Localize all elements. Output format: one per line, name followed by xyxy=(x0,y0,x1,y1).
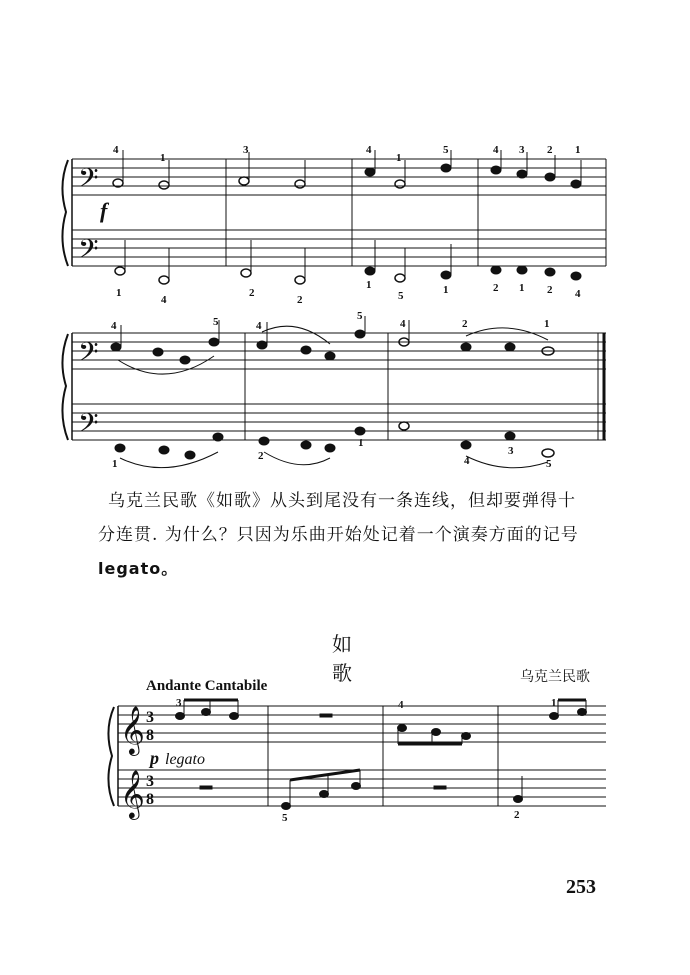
fingering-number: 1 xyxy=(443,284,449,296)
fingering-number: 2 xyxy=(493,282,499,294)
fingering-number: 1 xyxy=(112,458,118,470)
piece-title: 如 歌 xyxy=(332,632,388,685)
forte-dynamic: f xyxy=(100,198,108,223)
fingering-number: 4 xyxy=(398,699,404,711)
page-number: 253 xyxy=(566,876,596,898)
fingering-number: 3 xyxy=(508,445,514,457)
fingering-number: 3 xyxy=(176,697,182,709)
fingering-number: 5 xyxy=(357,310,363,322)
svg-text:𝄢: 𝄢 xyxy=(78,336,99,374)
fingering-number: 1 xyxy=(519,282,525,294)
svg-text:𝄞: 𝄞 xyxy=(120,769,145,818)
fingering-number: 1 xyxy=(396,152,402,164)
fingering-number: 4 xyxy=(464,455,470,467)
fingering-number: 4 xyxy=(256,320,262,332)
svg-text:𝄢: 𝄢 xyxy=(78,162,99,200)
fingering-number: 2 xyxy=(258,450,264,462)
fingering-number: 4 xyxy=(161,294,167,306)
paragraph-line-2: 分连贯. 为什么？只因为乐曲开始处记着一个演奏方面的记号 xyxy=(98,525,579,545)
svg-text:𝄢: 𝄢 xyxy=(78,233,99,271)
svg-text:𝄞: 𝄞 xyxy=(120,705,145,754)
fingering-number: 1 xyxy=(160,152,166,164)
svg-text:𝄢: 𝄢 xyxy=(78,407,99,445)
fingering-number: 4 xyxy=(575,288,581,300)
fingering-number: 1 xyxy=(366,279,372,291)
fingering-number: 3 xyxy=(243,144,249,156)
explanatory-paragraph xyxy=(98,484,608,586)
fingering-number: 4 xyxy=(493,144,499,156)
paragraph-line-1: 乌克兰民歌《如歌》从头到尾没有一条连线，但却要弹得十 xyxy=(108,491,576,511)
dynamic-word: legato xyxy=(165,751,205,768)
fingering-number: 2 xyxy=(462,318,468,330)
fingering-number: 4 xyxy=(366,144,372,156)
svg-text:8: 8 xyxy=(146,791,154,808)
fingering-number: 2 xyxy=(547,284,553,296)
fingering-number: 5 xyxy=(443,144,449,156)
fingering-number: 1 xyxy=(575,144,581,156)
fingering-number: 2 xyxy=(249,287,255,299)
fingering-number: 5 xyxy=(398,290,404,302)
tempo-marking: Andante Cantabile xyxy=(146,678,268,694)
piece-origin: 乌克兰民歌 xyxy=(520,669,590,685)
fingering-number: 5 xyxy=(282,812,288,824)
fingering-number: 2 xyxy=(547,144,553,156)
fingering-number: 4 xyxy=(111,320,117,332)
fingering-number: 5 xyxy=(213,316,219,328)
fingering-number: 1 xyxy=(358,437,364,449)
fingering-number: 1 xyxy=(116,287,122,299)
dynamic-letter: p xyxy=(150,748,159,768)
paragraph-line-3: legato。 xyxy=(98,559,179,578)
fingering-number: 5 xyxy=(546,458,552,470)
dynamic-marking xyxy=(150,748,205,769)
svg-text:8: 8 xyxy=(146,727,154,744)
fingering-number: 1 xyxy=(544,318,550,330)
fingering-number: 4 xyxy=(113,144,119,156)
fingering-number: 2 xyxy=(514,809,520,821)
fingering-number: 4 xyxy=(400,318,406,330)
fingering-number: 3 xyxy=(519,144,525,156)
svg-text:3: 3 xyxy=(146,709,154,726)
fingering-number: 2 xyxy=(297,294,303,306)
svg-text:3: 3 xyxy=(146,773,154,790)
fingering-number: 1 xyxy=(551,697,557,709)
